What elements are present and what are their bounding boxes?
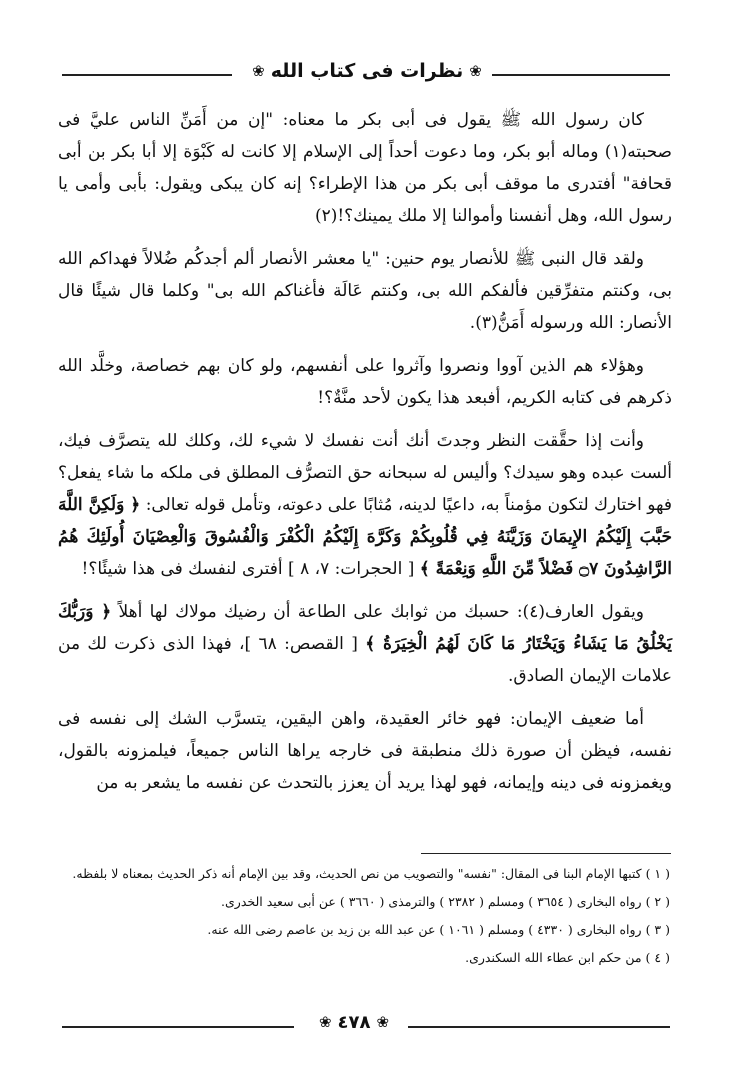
quran-verse-qasas: ﴿ وَرَبُّكَ يَخْلُقُ مَا يَشَاءُ وَيَخْتَارُ مَا كَانَ لَهُمُ الْخِيَرَةُ ﴾ [58,602,672,654]
footnote-2: ( ٢ ) رواه البخارى ( ٣٦٥٤ ) ومسلم ( ٢٣٨٢ ) والترمذى ( ٣٦٦٠ ) عن أبى سعيد الخدرى. [221,894,670,909]
running-title-text: نظرات فى كتاب الله [270,60,464,82]
page-number [302,1012,406,1033]
header-rule-left [62,74,232,76]
footnote-1: ( ١ ) كتبها الإمام البنا فى المقال: "نفسه" والتصويب من نص الحديث، وقد بين الإمام أنه ذكر الحديث بمعناه لا بلفظه. [72,866,670,881]
flower-ornament-icon: ❀ [318,1013,332,1031]
footnote-separator [421,853,671,854]
page-number-text: ٤٧٨ [337,1012,371,1033]
header-rule-right [492,74,670,76]
footer-rule-left [62,1026,294,1028]
paragraph-5-text: ويقول العارف(٤): حسبك من ثوابك على الطاعة أن رضيك مولاك لها أهلاً [118,602,645,622]
flower-ornament-icon: ❀ [252,62,265,80]
verse-reference-qasas: [ القصص: ٦٨ ]، فهذا الذى ذكرت لك من علامات الإيمان الصادق. [58,634,672,686]
flower-ornament-icon: ❀ [469,62,482,80]
footer-rule-right [408,1026,670,1028]
paragraph-5 [58,596,672,692]
page-footer [62,1012,670,1042]
paragraph-6: أما ضعيف الإيمان: فهو خائر العقيدة، واهن اليقين، يتسرَّب الشك إلى نفسه فى نفسه، فيظن أن صورة ذلك منطبقة فى خارجه يراها الناس جميعاً، فيلمزونه بالقول، ويغمزونه فى دينه وإيمانه، فهو لهذا يريد أن يعزز بالتحدث عن نفسه ما يشعر به من [58,709,672,793]
paragraph-4-text: وأنت إذا حقَّقت النظر وجدتَ أنك أنت نفسك لا شيء لك، وكلك لله يتصرَّف فيك، ألست عبده وهو سيدك؟ وأليس له سبحانه حق التصرُّف المطلق فى ملكه ما شاء يفعل؟ فهو اختارك لتكون مؤمناً به، داعيًا لدينه، مُثابًا على دعوته، وتأمل قوله تعالى: [58,431,673,515]
verse-reference-hujurat: [ الحجرات: ٧، ٨ ] أفترى لنفسك فى هذا شيئًا؟! [81,559,415,579]
page-header [62,58,670,92]
footnote-3: ( ٣ ) رواه البخارى ( ٤٣٣٠ ) ومسلم ( ١٠٦١ ) عن عبد الله بن زيد بن عاصم رضى الله عنه. [207,922,670,937]
footnotes [64,862,670,974]
paragraph-4 [58,425,672,585]
flower-ornament-icon: ❀ [376,1013,390,1031]
running-title [242,60,492,82]
paragraph-2: ولقد قال النبى ﷺ للأنصار يوم حنين: "يا معشر الأنصار ألم أجدكُم ضُلالاً فهداكم الله بى، وكنتم متفرِّقين فألفكم الله بى، وكنتم عَالَة فأغناكم الله بى" وكلما قال شيئًا قال الأنصار: الله ورسوله أَمَنُّ(٣). [58,249,672,333]
footnote-4: ( ٤ ) من حكم ابن عطاء الله السكندرى. [465,950,670,965]
paragraph-1: كان رسول الله ﷺ يقول فى أبى بكر ما معناه: "إن من أَمَنِّ الناس عليَّ فى صحبته(١) وماله أبو بكر، وما دعوت أحداً إلى الإسلام إلا كانت له كَبْوَة إلا أبا بكر بن أبى قحافة" أفتدرى ما موقف أبى بكر من هذا الإطراء؟ إنه كان يبكى ويقول: بأبى وأمى يا رسول الله، وهل أنفسنا وأموالنا إلا ملك يمينك؟!(٢) [58,110,672,226]
quran-verse-hujurat: ﴿ وَلَكِنَّ اللَّهَ حَبَّبَ إِلَيْكُمُ الإِيمَانَ وَزَيَّنَهُ فِي قُلُوبِكُمْ وَكَرَّهَ إِلَيْكُمُ الْكُفْرَ وَالْفُسُوقَ وَالْعِصْيَانَ أُولَئِكَ هُمُ الرَّاشِدُونَ ۝٧ فَضْلاً مِّنَ اللَّهِ وَنِعْمَةً ﴾ [58,495,672,579]
main-text [58,104,672,799]
paragraph-3: وهؤلاء هم الذين آووا ونصروا وآثروا على أنفسهم، ولو كان بهم خصاصة، وخلَّد الله ذكرهم فى كتابه الكريم، أفبعد هذا يكون لأحد منَّةٌ؟! [58,356,672,408]
